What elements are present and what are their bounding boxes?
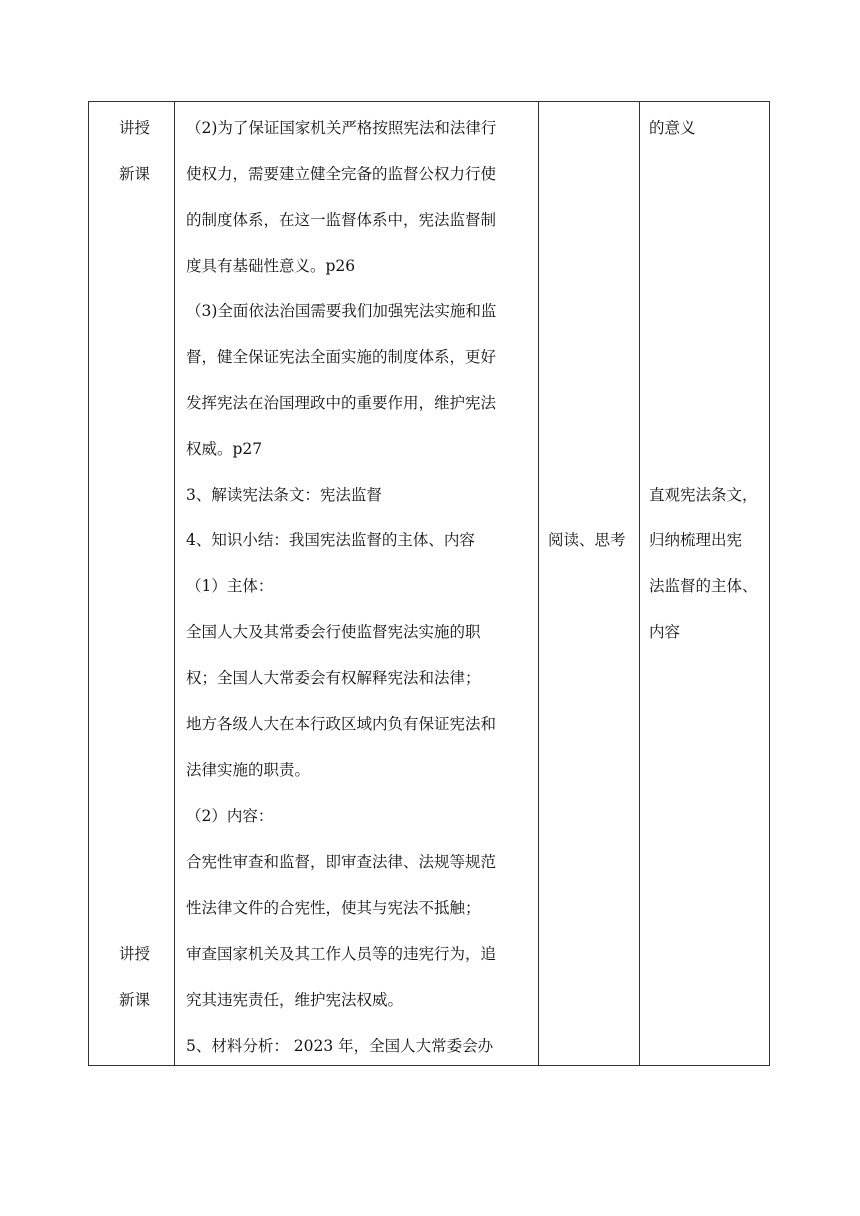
intent-line: 内容 bbox=[649, 623, 681, 641]
content-line: （2)为了保证国家机关严格按照宪法和法律行 bbox=[186, 119, 497, 137]
intent-line: 法监督的主体、 bbox=[649, 577, 758, 595]
column-divider bbox=[538, 102, 539, 1065]
content-line: 地方各级人大在本行政区域内负有保证宪法和 bbox=[186, 715, 497, 733]
content-line: 4、知识小结：我国宪法监督的主体、内容 bbox=[186, 531, 475, 549]
content-line: 法律实施的职责。 bbox=[186, 761, 311, 779]
content-line: 究其违宪责任，维护宪法权威。 bbox=[186, 991, 404, 1009]
column-divider bbox=[639, 102, 640, 1065]
content-line: （1）主体： bbox=[186, 577, 274, 595]
content-line: 的制度体系，在这一监督体系中，宪法监督制 bbox=[186, 211, 497, 229]
intent-line: 直观宪法条文， bbox=[649, 486, 758, 504]
stage-label: 讲授 bbox=[119, 119, 151, 137]
stage-label: 新课 bbox=[119, 165, 151, 183]
stage-label: 新课 bbox=[119, 991, 151, 1009]
intent-line: 归纳梳理出宪 bbox=[649, 531, 743, 549]
content-line: 全国人大及其常委会行使监督宪法实施的职 bbox=[186, 623, 481, 641]
column-divider bbox=[174, 102, 175, 1065]
activity-text: 阅读、思考 bbox=[548, 531, 626, 549]
content-line: 督，健全保证宪法全面实施的制度体系，更好 bbox=[186, 348, 497, 366]
content-line: （2）内容： bbox=[186, 807, 274, 825]
content-line: 性法律文件的合宪性，使其与宪法不抵触； bbox=[186, 899, 481, 917]
stage-label: 讲授 bbox=[119, 945, 151, 963]
content-line: 使权力，需要建立健全完备的监督公权力行使 bbox=[186, 165, 497, 183]
content-line: 5、材料分析： 2023 年，全国人大常委会办 bbox=[186, 1037, 494, 1055]
intent-text: 的意义 bbox=[649, 119, 696, 137]
lesson-table bbox=[88, 101, 770, 1066]
content-line: 度具有基础性意义。p26 bbox=[186, 257, 356, 275]
content-line: 权威。p27 bbox=[186, 440, 263, 458]
content-line: 审查国家机关及其工作人员等的违宪行为，追 bbox=[186, 945, 497, 963]
content-line: 发挥宪法在治国理政中的重要作用，维护宪法 bbox=[186, 394, 497, 412]
content-line: 权；全国人大常委会有权解释宪法和法律； bbox=[186, 669, 481, 687]
content-line: 合宪性审查和监督，即审查法律、法规等规范 bbox=[186, 853, 497, 871]
content-line: 3、解读宪法条文：宪法监督 bbox=[186, 486, 382, 504]
content-line: （3)全面依法治国需要我们加强宪法实施和监 bbox=[186, 302, 497, 320]
